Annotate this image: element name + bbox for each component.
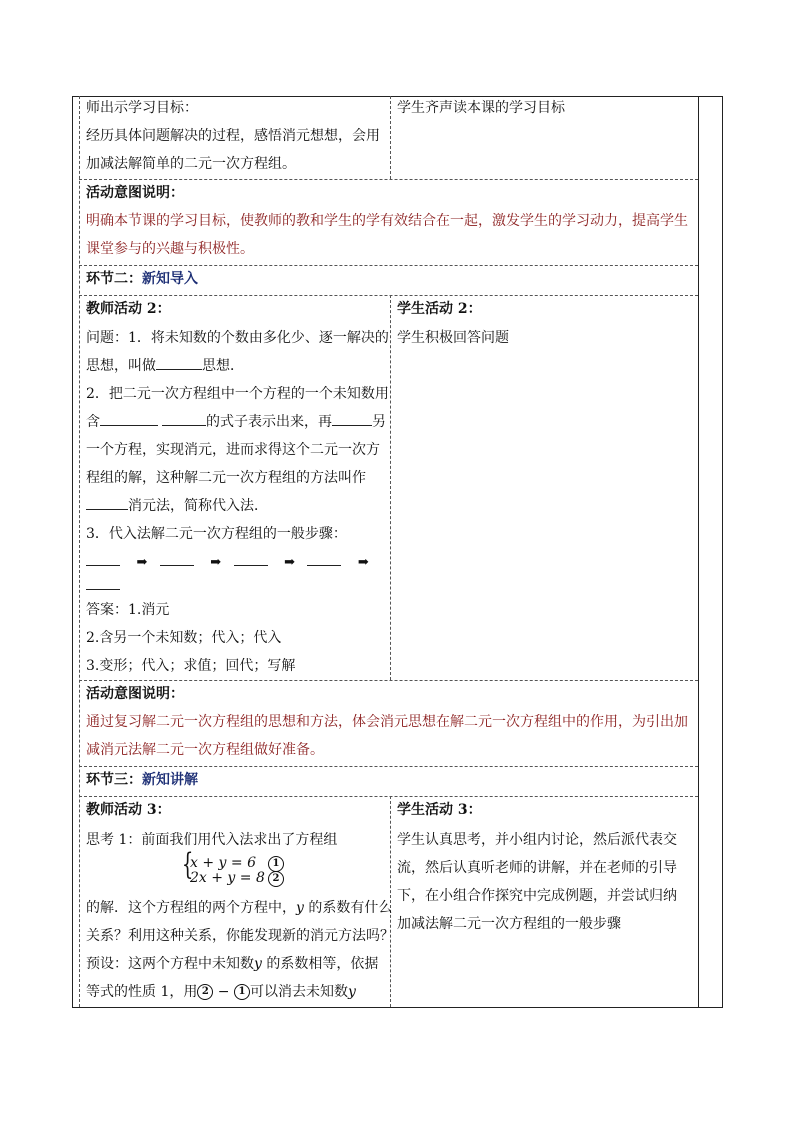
section-heading-title: 新知导入 xyxy=(142,271,198,287)
question-line xyxy=(86,408,386,436)
intent-text-line: 通过复习解二元一次方程组的思想和方法，体会消元思想在解二元一次方程组中的作用，为引出加 xyxy=(86,714,688,730)
teacher-text-line: 加减法解简单的二元一次方程组。 xyxy=(86,156,296,172)
student-text-line: 下，在小组合作探究中完成例题，并尝试归纳 xyxy=(397,888,677,904)
fill-blank xyxy=(234,551,268,566)
intent-text-line: 明确本节课的学习目标，使教师的教和学生的学有效结合在一起，激发学生的学习动力，提高学生 xyxy=(86,213,688,229)
question-line xyxy=(86,492,268,520)
equation-2: 2x + y = 8 xyxy=(190,870,265,886)
think-line xyxy=(86,978,356,1006)
intent-label: 活动意图说明： xyxy=(86,185,184,201)
row-separator xyxy=(79,796,698,797)
think-line xyxy=(86,894,392,922)
fill-blank xyxy=(86,575,120,590)
question-text: 思想． xyxy=(202,358,244,374)
question-text: 消元法，简称代入法． xyxy=(128,498,268,514)
teacher-text-line: 师出示学习目标： xyxy=(86,100,198,116)
circled-number-1: 1 xyxy=(234,984,250,1000)
fill-blank xyxy=(162,411,206,426)
equation-number-1: 1 xyxy=(268,856,284,872)
row-separator xyxy=(79,295,698,296)
column-separator xyxy=(390,295,391,680)
variable: y xyxy=(348,984,356,1000)
steps-row xyxy=(86,548,377,577)
section-heading-title: 新知讲解 xyxy=(142,772,198,788)
student-text-line: 学生齐声读本课的学习目标 xyxy=(397,100,565,116)
question-line xyxy=(86,352,244,380)
question-text: 含 xyxy=(86,414,100,430)
student-text-line: 流，然后认真听老师的讲解，并在老师的引导 xyxy=(397,860,677,876)
question-text: 的式子表示出来，再 xyxy=(206,414,332,430)
intent-text-line: 课堂参与的兴趣与积极性。 xyxy=(86,241,254,257)
right-arrow-icon: ➡ xyxy=(284,555,295,570)
fill-blank xyxy=(100,411,158,426)
think-text: 等式的性质 1，用 xyxy=(86,984,198,1000)
think-line xyxy=(86,950,378,978)
teacher-text-line: 经历具体问题解决的过程，感悟消元想想，会用 xyxy=(86,128,380,144)
fill-blank xyxy=(307,551,341,566)
left-brace-icon: { xyxy=(181,847,194,882)
answer-line: 2.含另一个未知数；代入；代入 xyxy=(86,630,282,646)
student-text-line: 学生认真思考，并小组内讨论，然后派代表交 xyxy=(397,832,677,848)
column-separator xyxy=(390,96,391,179)
right-arrow-icon: ➡ xyxy=(357,555,369,570)
minus-sign: − xyxy=(213,984,234,1000)
intent-label: 活动意图说明： xyxy=(86,686,184,702)
teacher-activity-label: 教师活动 2： xyxy=(86,301,171,317)
table-inner-right-border xyxy=(698,96,699,1007)
section-heading-prefix: 环节三： xyxy=(86,772,142,788)
variable: y xyxy=(296,900,304,916)
equation-1: x + y = 6 xyxy=(190,855,256,871)
think-line: 思考 1：前面我们用代入法求出了方程组 xyxy=(86,832,338,848)
section-heading-prefix: 环节二： xyxy=(86,271,142,287)
table-bottom-border xyxy=(72,1007,723,1008)
fill-blank xyxy=(332,411,372,426)
intent-text-line: 减消元法解二元一次方程组做好准备。 xyxy=(86,742,324,758)
answer-line: 答案：1.消元 xyxy=(86,602,170,618)
circled-number-2: 2 xyxy=(197,984,213,1000)
teacher-activity-label: 教师活动 3： xyxy=(86,802,171,818)
think-text: 可以消去未知数 xyxy=(250,984,348,1000)
student-text-line: 学生积极回答问题 xyxy=(397,330,509,346)
answer-line: 3.变形；代入；求值；回代；写解 xyxy=(86,658,296,674)
fill-blank xyxy=(86,495,128,510)
table-left-border xyxy=(72,96,73,1007)
section-heading xyxy=(86,766,198,794)
right-arrow-icon: ➡ xyxy=(210,555,222,570)
fill-blank xyxy=(156,355,202,370)
question-line: 一个方程，实现消元，进而求得这个二元一次方 xyxy=(86,442,380,458)
think-text: 的系数相等，依据 xyxy=(261,956,379,972)
think-text: 预设：这两个方程中未知数 xyxy=(86,956,254,972)
right-arrow-icon: ➡ xyxy=(136,555,148,570)
section-heading xyxy=(86,265,198,293)
fill-blank xyxy=(160,551,194,566)
question-line: 程组的解，这种解二元一次方程组的方法叫作 xyxy=(86,470,366,486)
think-text: 的解．这个方程组的两个方程中， xyxy=(86,900,296,916)
question-text: 另 xyxy=(372,414,386,430)
student-activity-label: 学生活动 3： xyxy=(397,802,482,818)
equation-number-2: 2 xyxy=(268,871,284,887)
think-text: 的系数有什么 xyxy=(303,900,393,916)
variable: y xyxy=(254,956,262,972)
student-activity-label: 学生活动 2： xyxy=(397,301,482,317)
question-text: 思想，叫做 xyxy=(86,358,156,374)
fill-blank xyxy=(86,551,120,566)
student-text-line: 加减法解二元一次方程组的一般步骤 xyxy=(397,916,621,932)
table-inner-left-border xyxy=(79,96,80,1007)
think-line: 关系？利用这种关系，你能发现新的消元方法吗？ xyxy=(86,928,394,944)
table-right-border xyxy=(722,96,723,1007)
question-line: 3．代入法解二元一次方程组的一般步骤： xyxy=(86,526,347,542)
question-line: 问题：1．将未知数的个数由多化少、逐一解决的 xyxy=(86,330,389,346)
question-line: 2．把二元一次方程组中一个方程的一个未知数用 xyxy=(86,386,389,402)
